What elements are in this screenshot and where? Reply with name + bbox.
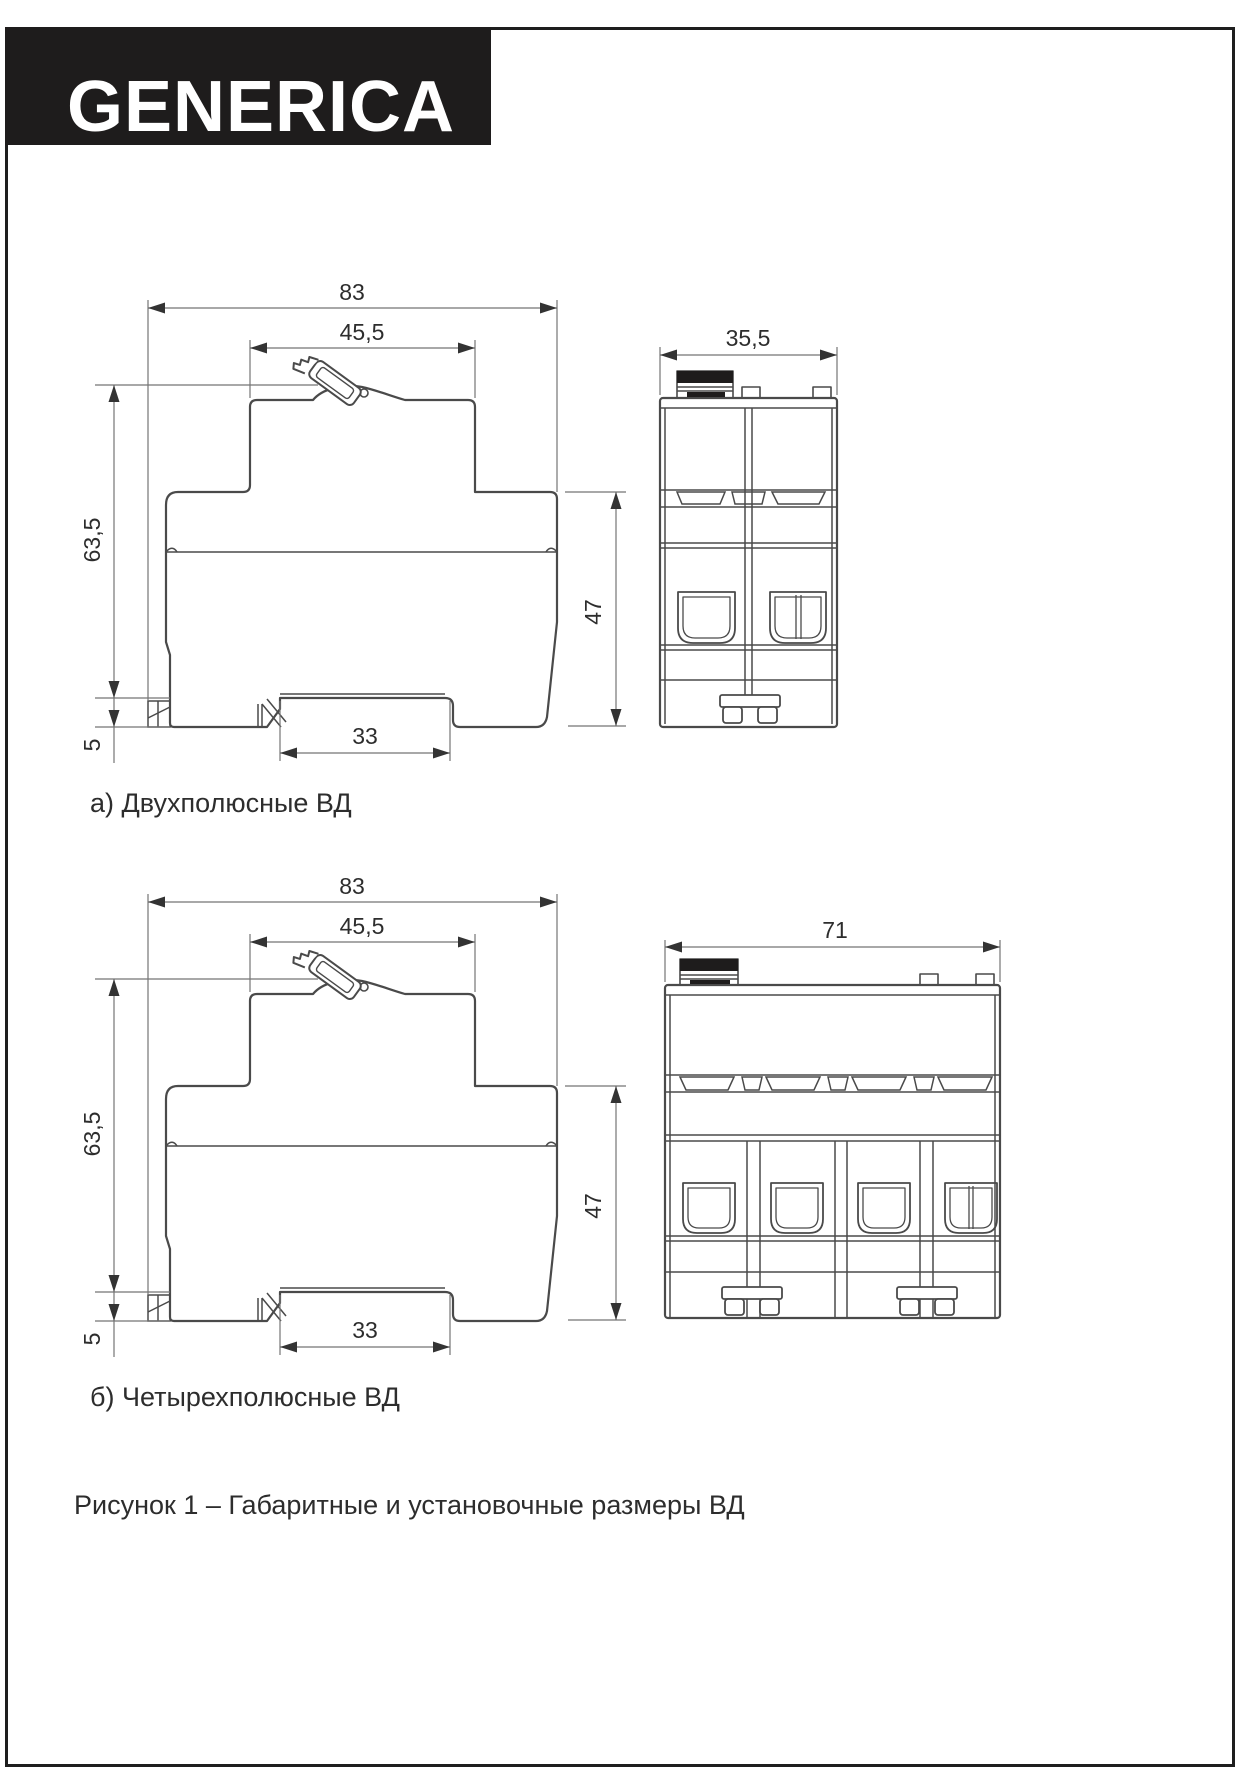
dim-label-notch-width: 33	[352, 723, 378, 749]
side-view	[95, 300, 626, 763]
dim-label-module-width: 71	[822, 917, 848, 943]
dimensional-drawing-two-pole	[60, 240, 960, 785]
dim-label-overall-width: 83	[339, 873, 365, 899]
dim-label-top-width: 45,5	[339, 913, 385, 939]
side-view	[95, 894, 626, 1357]
dim-label-module-width: 35,5	[725, 325, 771, 351]
caption-four-pole: б) Четырехполюсные ВД	[90, 1382, 400, 1412]
front-view-face-lines	[660, 387, 837, 724]
front-view-face-lines	[665, 975, 1000, 1318]
dimensional-drawing-four-pole	[60, 834, 1010, 1379]
dim-label-rail-offset: 5	[79, 1332, 105, 1346]
front-view-body	[665, 959, 1000, 1318]
dim-label-overall-width: 83	[339, 279, 365, 305]
terminal-openings	[683, 1183, 997, 1233]
dim-label-body-height: 63,5	[79, 1111, 105, 1157]
front-view-four-pole	[665, 940, 1000, 1318]
dim-label-notch-width: 33	[352, 1317, 378, 1343]
label-window	[680, 959, 738, 984]
front-view-two-pole	[660, 347, 837, 727]
dim-label-lower-depth: 47	[580, 599, 606, 625]
dim-label-top-width: 45,5	[339, 319, 385, 345]
figure-caption: Рисунок 1 – Габаритные и установочные размеры ВД	[74, 1490, 745, 1520]
brand-logo	[5, 27, 491, 145]
brand-logo-text: GENERICA	[67, 67, 456, 147]
label-window	[677, 371, 733, 397]
dim-label-body-height: 63,5	[79, 517, 105, 563]
din-rail-clips	[722, 1287, 957, 1315]
caption-two-pole: а) Двухполюсные ВД	[90, 788, 352, 818]
dim-label-lower-depth: 47	[580, 1193, 606, 1219]
din-rail-clip	[720, 695, 780, 723]
front-view-body	[660, 371, 837, 727]
dim-label-rail-offset: 5	[79, 738, 105, 752]
